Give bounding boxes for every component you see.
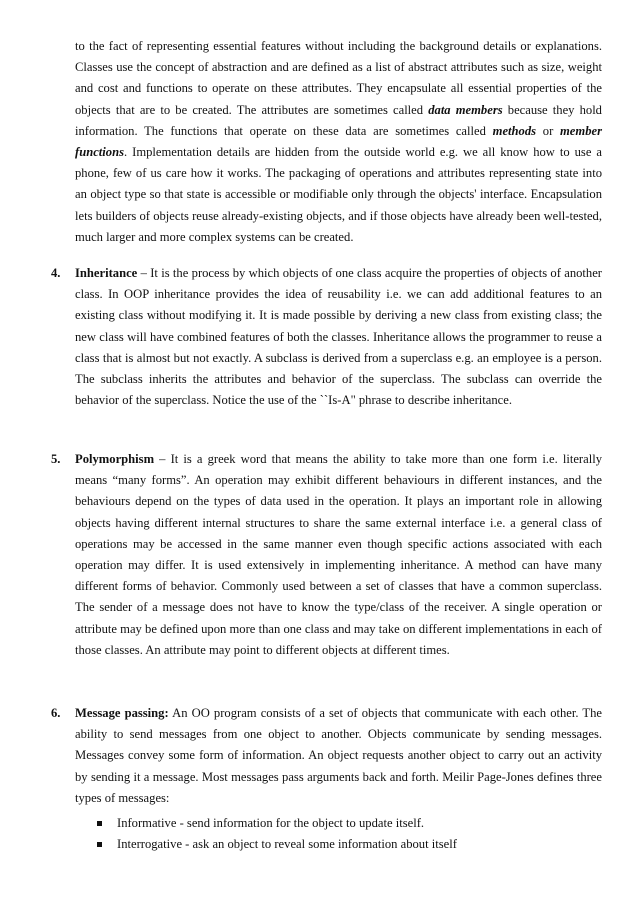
bullet-text: Interrogative - ask an object to reveal some information about itself xyxy=(117,837,457,852)
term-data-members: data members xyxy=(428,102,503,117)
continuation-text-2: because they hold information. The functions that operate on these data are sometimes called xyxy=(75,102,602,138)
term-message-passing: Message passing: xyxy=(75,706,169,720)
list-item-text: – It is a greek word that means the ability to take more than one form i.e. literally means “many forms”. An operation may exhibit different behaviours in different instances, and the behaviours depend on the types of data used in the operation. It plays an important role in allowing objects having different internal structures to share the same external interface i.e. a general class of operations may be accessed in the same manner even though specific actions associated with each operation may differ. It is used extensively in implementing inheritance. A method can have many different forms of behavior. Commonly used between a set of classes that have a common superclass. The sender of a message does not have to know the type/class of the receiver. A single operation or attribute may be defined upon more than one class and may take on different implementations in each of those classes. An attribute may point to different objects at different times. xyxy=(75,452,602,657)
list-item-text: An OO program consists of a set of objects that communicate with each other. The ability to send messages from one object to another. Objects communicate by sending messages. Messages convey some form of information. An object requests another object to carry out an activity by sending it a message. Most messages pass arguments back and forth. Meilir Page-Jones defines three types of messages: xyxy=(75,706,602,805)
list-item-number: 6. xyxy=(51,706,61,720)
list-item-message-passing xyxy=(51,703,602,809)
term-member-functions: member functions xyxy=(75,123,602,160)
term-methods: methods xyxy=(492,123,537,138)
list-item-inheritance xyxy=(51,263,602,411)
square-bullet-icon xyxy=(97,842,102,847)
term-inheritance: Inheritance xyxy=(75,266,138,280)
message-types-list xyxy=(97,813,602,855)
list-item-number: 5. xyxy=(51,452,61,466)
continuation-text-4: . Implementation details are hidden from the outside world e.g. we all know how to use a phone, few of us care how it works. The packaging of operations and attributes representing state into an object type so that state is accessible or modifiable only through the objects' interface. Encapsulation lets builders of objects reuse already-existing objects, and if those objects have already been well-tested, much larger and more complex systems can be created. xyxy=(75,145,602,244)
continuation-text-1: to the fact of representing essential features without including the background details or explanations. Classes use the concept of abstraction and are defined as a list of abstract attributes such as size, weight and cost and functions to operate on these attributes. They encapsulate all essential properties of the objects that are to be created. The attributes are sometimes called xyxy=(75,39,602,117)
continuation-text-3: or xyxy=(536,123,561,138)
square-bullet-icon xyxy=(97,821,102,826)
bullet-text: Informative - send information for the object to update itself. xyxy=(117,816,425,830)
list-item xyxy=(97,813,602,834)
list-item-number: 4. xyxy=(51,266,61,280)
list-item-polymorphism xyxy=(51,449,602,661)
list-item xyxy=(97,834,602,855)
list-item-text: – It is the process by which objects of one class acquire the properties of objects of another class. In OOP inheritance provides the idea of reusability i.e. we can add additional features to an existing class without modifying it. It is made possible by deriving a new class from existing class; the new class will have combined features of both the classes. Inheritance allows the programmer to reuse a class that is almost but not exactly. A subclass is derived from a superclass e.g. an employee is a person. The subclass inherits the attributes and behavior of the superclass. The subclass can override the behavior of the superclass. Notice the use of the ``Is-A" phrase to describe inheritance. xyxy=(75,266,602,408)
term-polymorphism: Polymorphism xyxy=(75,452,155,466)
encapsulation-continuation-paragraph xyxy=(75,36,602,248)
